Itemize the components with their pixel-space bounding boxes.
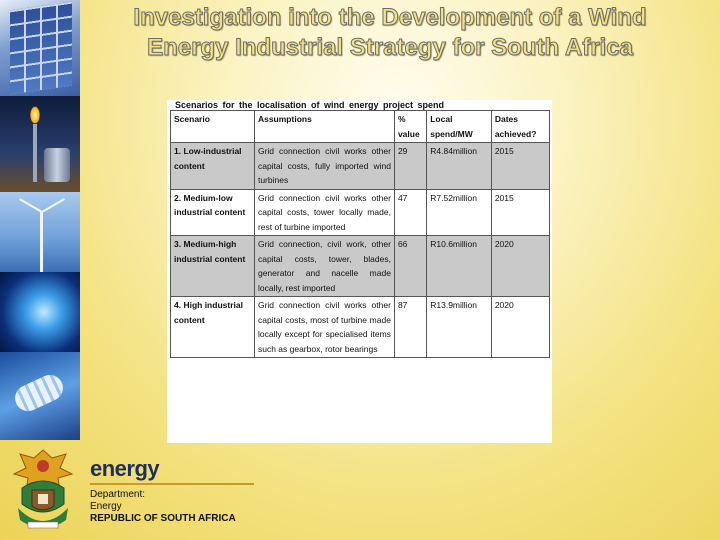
cell-assumptions: Grid connection civil works other capital costs, most of turbine made locally except for specialised items such as gearbox, rotor bearings [254,297,394,358]
slide-title: Investigation into the Development of a Wind Energy Industrial Strategy for South Africa [133,4,647,61]
energy-glow-icon [0,272,80,352]
cell-scenario: 1. Low-industrial content [171,143,255,190]
table-row [171,236,550,297]
cell-dates: 2020 [491,236,549,297]
department-branding [90,458,254,525]
table-header-row [171,111,550,143]
cell-local-spend: R7.52million [427,189,492,236]
wordmark-rule [90,483,254,485]
cell-value: 29 [394,143,426,190]
scenario-table [170,110,550,358]
header-value: % value [394,111,426,143]
left-image-strip [0,0,80,440]
table-row [171,189,550,236]
header-dates: Dates achieved? [491,111,549,143]
cell-local-spend: R4.84million [427,143,492,190]
coat-of-arms-icon [8,444,78,534]
cell-local-spend: R13.9million [427,297,492,358]
table-row [171,297,550,358]
header-local-spend: Local spend/MW [427,111,492,143]
scenario-document [167,100,552,443]
cell-assumptions: Grid connection civil works other capital costs, fully imported wind turbines [254,143,394,190]
cell-dates: 2015 [491,189,549,236]
header-scenario: Scenario [171,111,255,143]
energy-wordmark: energy [90,456,160,481]
cell-dates: 2020 [491,297,549,358]
cell-scenario: 2. Medium-low industrial content [171,189,255,236]
cell-assumptions: Grid connection civil works other capital costs, tower locally made, rest of turbine imported [254,189,394,236]
cell-value: 87 [394,297,426,358]
wind-turbine-icon [0,192,80,272]
cfl-bulb-icon [0,352,80,440]
cell-scenario: 3. Medium-high industrial content [171,236,255,297]
cell-assumptions: Grid connection, civil work, other capital costs, tower, blades, generator and nacelle made locally, rest imported [254,236,394,297]
table-caption: Scenarios for the localisation of wind energy project spend [175,100,445,110]
cell-value: 47 [394,189,426,236]
country-name: REPUBLIC OF SOUTH AFRICA [90,513,236,524]
table-row [171,143,550,190]
header-assumptions: Assumptions [254,111,394,143]
department-label: Department: [90,489,146,500]
gas-plant-icon [0,96,80,192]
solar-panels-icon [0,0,80,96]
cell-scenario: 4. High industrial content [171,297,255,358]
department-name: Energy [90,501,122,512]
cell-local-spend: R10.6million [427,236,492,297]
cell-value: 66 [394,236,426,297]
cell-dates: 2015 [491,143,549,190]
